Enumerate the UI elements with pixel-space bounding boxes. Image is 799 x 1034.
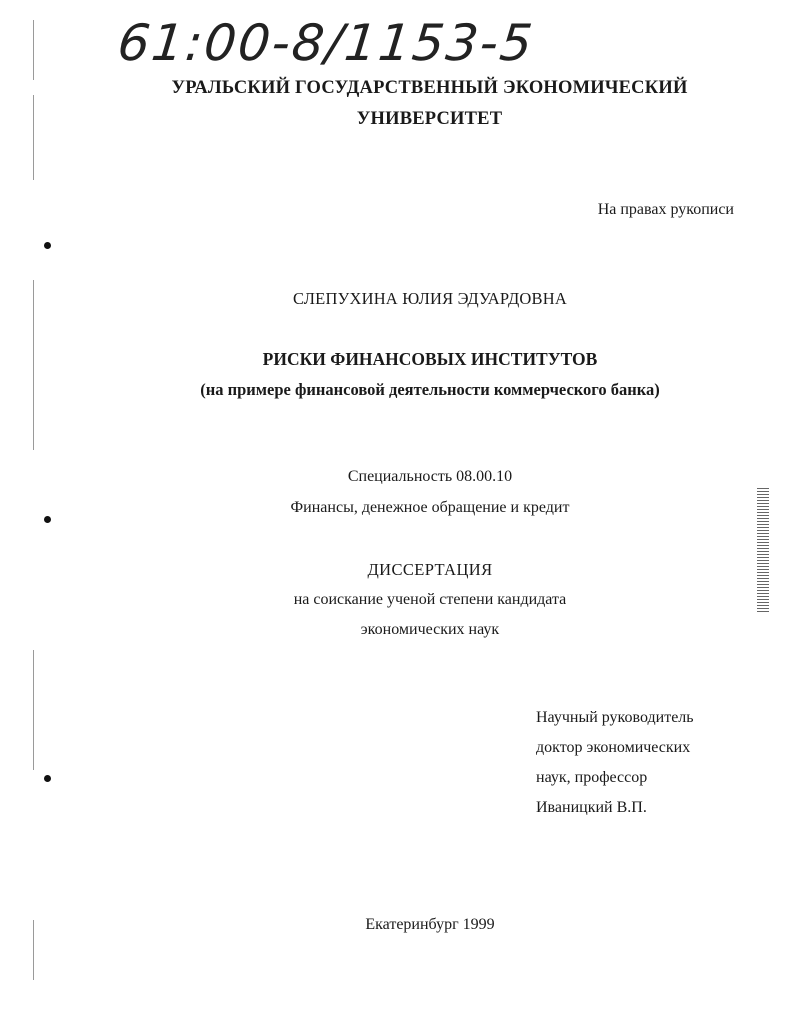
- university-name-line2: УНИВЕРСИТЕТ: [356, 109, 503, 129]
- dissertation-title: РИСКИ ФИНАНСОВЫХ ИНСТИТУТОВ: [262, 349, 598, 369]
- advisor-degree-line1: доктор экономических: [536, 739, 691, 756]
- university-name-line1: УРАЛЬСКИЙ ГОСУДАРСТВЕННЫЙ ЭКОНОМИЧЕСКИЙ: [171, 78, 688, 98]
- advisor-role: Научный руководитель: [536, 709, 694, 726]
- scan-punch-mark: [44, 775, 51, 782]
- scan-margin-line: [33, 95, 34, 180]
- advisor-name: Иваницкий В.П.: [536, 799, 647, 816]
- advisor-degree-line2: наук, профессор: [536, 769, 648, 786]
- degree-purpose-line1: на соискание ученой степени кандидата: [293, 591, 567, 608]
- specialty-name: Финансы, денежное обращение и кредит: [290, 499, 570, 516]
- author-name: СЛЕПУХИНА ЮЛИЯ ЭДУАРДОВНА: [293, 289, 567, 308]
- archive-number-handwritten: 61:00-8/1153-5: [114, 14, 537, 72]
- degree-purpose-line2: экономических наук: [360, 621, 500, 638]
- document-type-label: ДИССЕРТАЦИЯ: [367, 560, 493, 579]
- scan-margin-line: [33, 650, 34, 770]
- scan-punch-mark: [44, 516, 51, 523]
- specialty-code: Специальность 08.00.10: [347, 468, 513, 485]
- scan-punch-mark: [44, 242, 51, 249]
- manuscript-rights-note: На правах рукописи: [597, 201, 734, 218]
- dissertation-subtitle: (на примере финансовой деятельности коммерческого банка): [200, 380, 660, 399]
- scan-margin-line: [33, 20, 34, 80]
- city-and-year: Екатеринбург 1999: [365, 916, 495, 933]
